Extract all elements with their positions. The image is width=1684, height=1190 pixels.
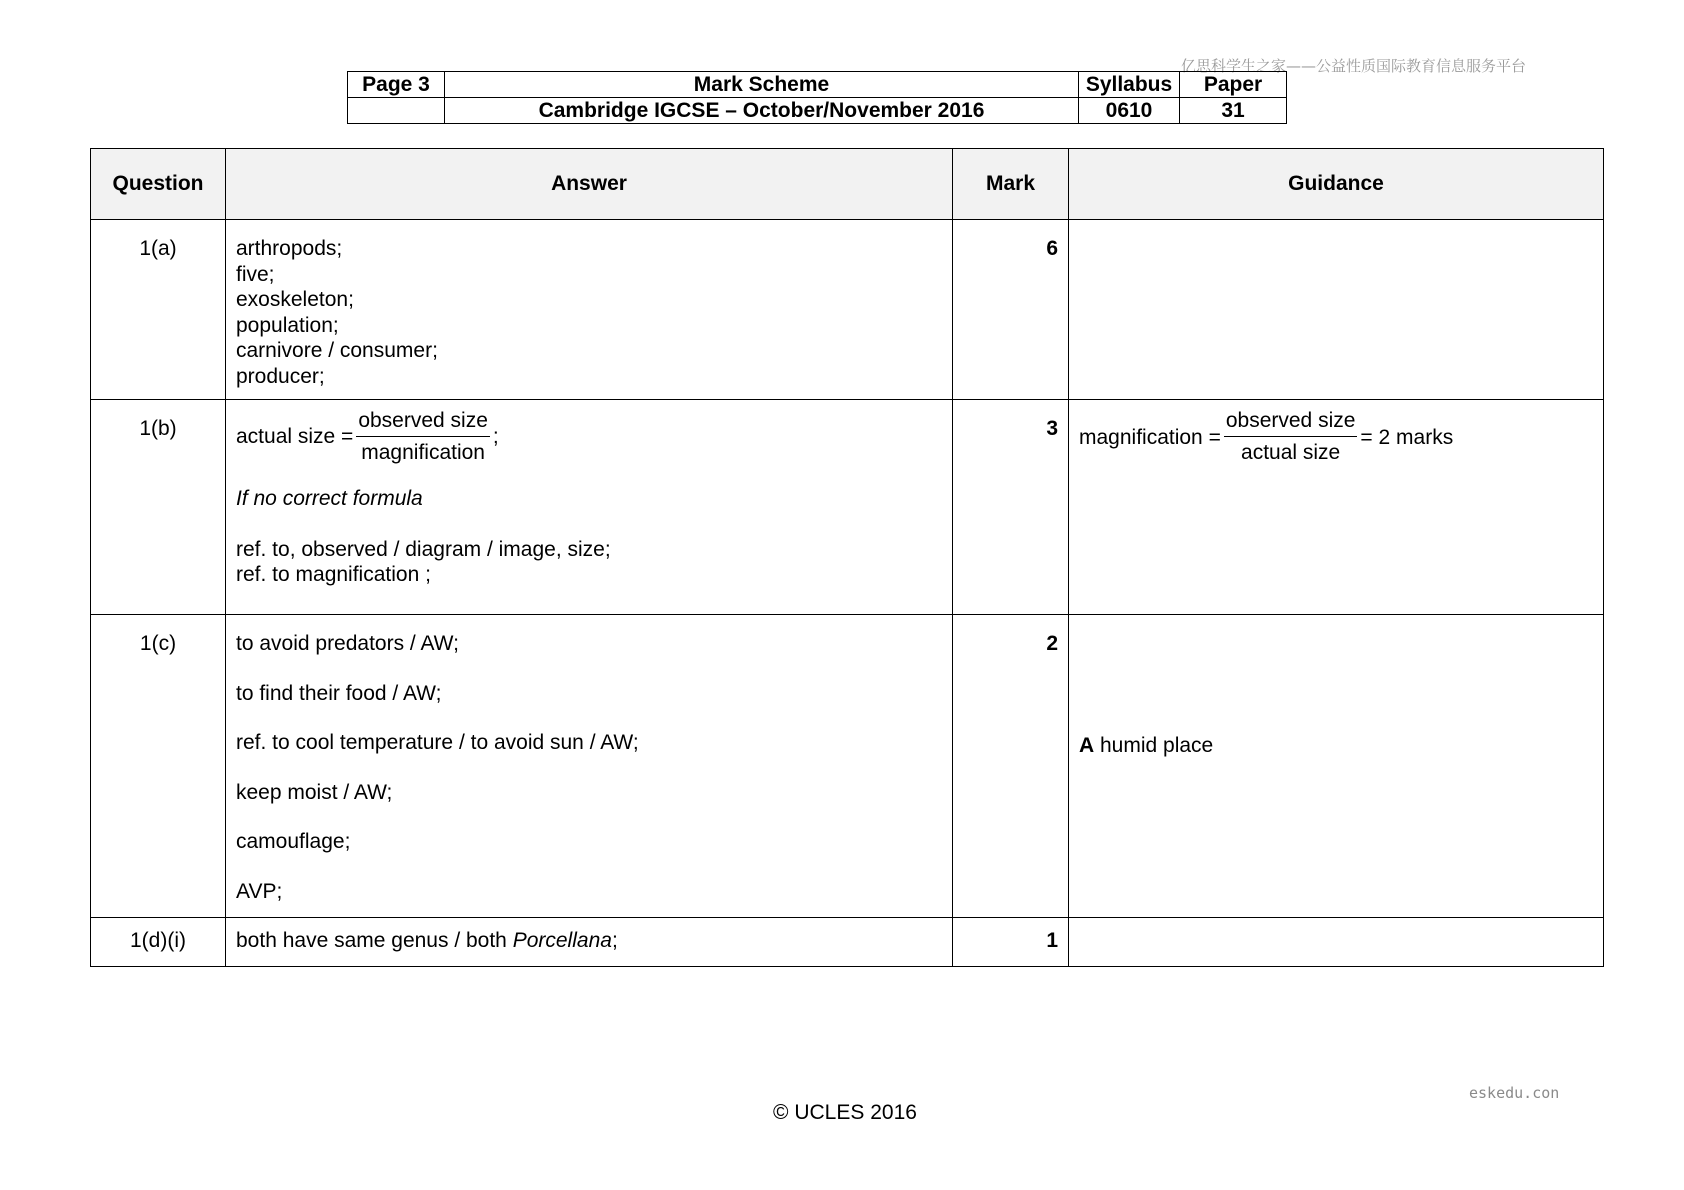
answer-cell bbox=[226, 615, 953, 918]
question-number: 1(b) bbox=[91, 400, 226, 615]
answer-text: both have same genus / both bbox=[236, 929, 513, 952]
italic-note: If no correct formula bbox=[236, 487, 423, 510]
answer-line: five; bbox=[236, 262, 275, 286]
column-header-row bbox=[91, 149, 1604, 220]
formula-actual-size bbox=[236, 408, 942, 466]
guidance-end: = 2 marks bbox=[1360, 425, 1454, 449]
answer-line: carnivore / consumer; bbox=[236, 339, 438, 362]
mark-value: 6 bbox=[953, 220, 1069, 400]
mark-scheme-table bbox=[90, 148, 1604, 967]
column-header-answer: Answer bbox=[226, 149, 953, 220]
fraction-numerator: observed size bbox=[356, 408, 490, 437]
question-number: 1(a) bbox=[91, 220, 226, 400]
answer-end: ; bbox=[611, 929, 618, 952]
answer-line: ref. to, observed / diagram / image, size; bbox=[236, 537, 611, 561]
syllabus-value: 0610 bbox=[1079, 98, 1180, 124]
answer-line: camouflage; bbox=[236, 830, 351, 853]
table-row-1c bbox=[91, 615, 1604, 918]
answer-line: exoskeleton; bbox=[236, 288, 354, 311]
guidance-cell bbox=[1069, 400, 1604, 615]
guidance-lhs: magnification = bbox=[1079, 425, 1221, 449]
fraction-denominator: actual size bbox=[1241, 441, 1341, 464]
answer-line: population; bbox=[236, 313, 339, 337]
fraction-denominator: magnification bbox=[361, 441, 485, 464]
guidance-cell bbox=[1069, 220, 1604, 400]
header-empty-cell bbox=[348, 98, 445, 124]
copyright-footer: © UCLES 2016 bbox=[773, 1101, 917, 1124]
answer-line: keep moist / AW; bbox=[236, 780, 393, 804]
fraction bbox=[356, 408, 490, 466]
mark-value: 3 bbox=[953, 400, 1069, 615]
table-row-1a bbox=[91, 220, 1604, 400]
guidance-cell bbox=[1069, 615, 1604, 918]
answer-line: ref. to magnification ; bbox=[236, 563, 431, 586]
syllabus-label: Syllabus bbox=[1079, 72, 1180, 98]
answer-line: producer; bbox=[236, 364, 325, 388]
question-number: 1(d)(i) bbox=[91, 918, 226, 967]
answer-cell bbox=[226, 220, 953, 400]
answer-line: to find their food / AW; bbox=[236, 681, 442, 705]
guidance-cell bbox=[1069, 918, 1604, 967]
column-header-question: Question bbox=[91, 149, 226, 220]
formula-lhs: actual size = bbox=[236, 425, 354, 449]
column-header-guidance: Guidance bbox=[1069, 149, 1604, 220]
formula-end: ; bbox=[492, 425, 499, 449]
table-row-1b bbox=[91, 400, 1604, 615]
fraction bbox=[1224, 408, 1358, 466]
fraction-numerator: observed size bbox=[1224, 408, 1358, 437]
guidance-line bbox=[1079, 733, 1593, 758]
watermark-top-text: 亿思科学生之家——公益性质国际教育信息服务平台 bbox=[1181, 57, 1527, 75]
watermark-bottom-text: eskedu.con bbox=[1469, 1084, 1560, 1102]
answer-line: to avoid predators / AW; bbox=[236, 632, 459, 655]
formula-magnification bbox=[1079, 408, 1593, 466]
answer-line: arthropods; bbox=[236, 237, 343, 260]
answer-line: ref. to cool temperature / to avoid sun / AW; bbox=[236, 731, 639, 754]
paper-value: 31 bbox=[1180, 98, 1287, 124]
guidance-text: humid place bbox=[1094, 734, 1214, 757]
answer-cell bbox=[226, 400, 953, 615]
answer-italic-genus: Porcellana bbox=[512, 929, 612, 952]
document-title: Mark Scheme bbox=[445, 72, 1079, 98]
answer-cell bbox=[226, 918, 953, 967]
table-row-1d-i bbox=[91, 918, 1604, 967]
mark-value: 2 bbox=[953, 615, 1069, 918]
mark-value: 1 bbox=[953, 918, 1069, 967]
guidance-accept-marker: A bbox=[1079, 734, 1095, 757]
page-number: Page 3 bbox=[348, 72, 445, 98]
paper-label: Paper bbox=[1180, 72, 1287, 98]
column-header-mark: Mark bbox=[953, 149, 1069, 220]
question-number: 1(c) bbox=[91, 615, 226, 918]
header-table bbox=[347, 71, 1287, 124]
answer-line: AVP; bbox=[236, 879, 283, 903]
document-subtitle: Cambridge IGCSE – October/November 2016 bbox=[445, 98, 1079, 124]
